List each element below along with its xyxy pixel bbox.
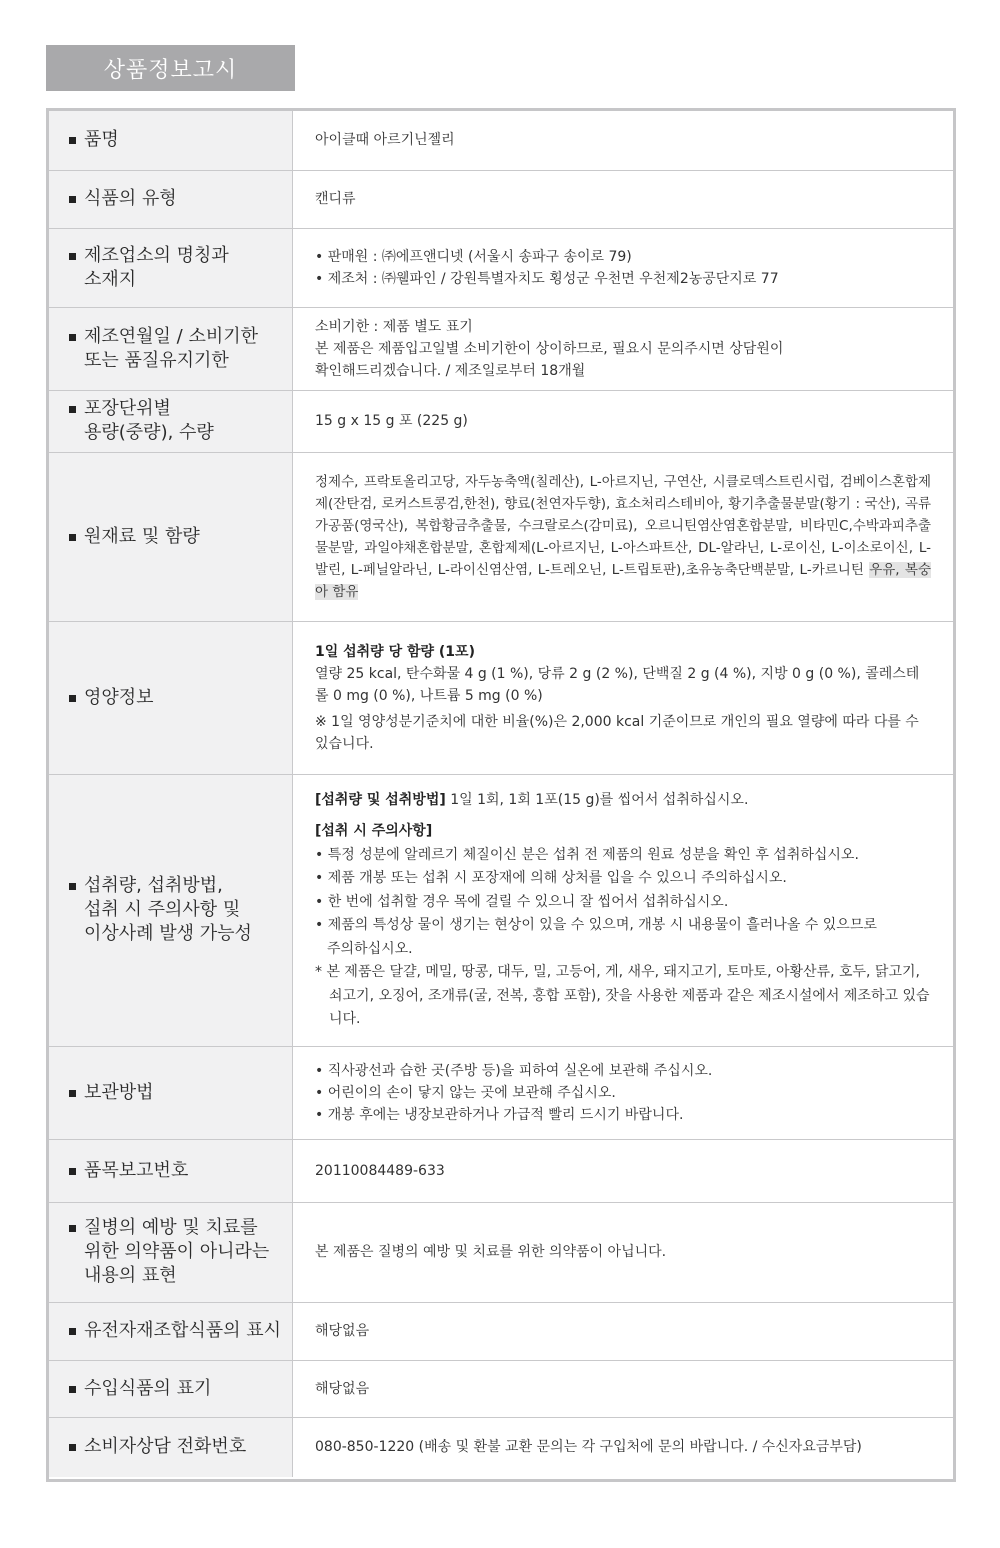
- label-cell: [49, 1046, 293, 1139]
- row-label: 품명: [84, 129, 119, 151]
- value-cell: [293, 774, 954, 1046]
- label-cell: [49, 307, 293, 390]
- label-cell: [49, 1302, 293, 1360]
- label-cell: [49, 1202, 293, 1302]
- caution-item: • 특정 성분에 알레르기 체질이신 분은 섭취 전 제품의 원료 성분을 확인 후 섭취하십시오.: [315, 846, 859, 863]
- row-label: 제조연월일 / 소비기한 또는 품질유지기한: [84, 325, 258, 371]
- manufacturer-line: • 제조처 : ㈜웰파인 / 강원특별자치도 횡성군 우천면 우천제2농공단지로 77: [315, 270, 779, 287]
- square-bullet-icon: [69, 253, 76, 260]
- row-gmo: [49, 1302, 953, 1360]
- row-product-name: [49, 111, 953, 170]
- package-value: 15 g x 15 g 포 (225 g): [315, 413, 468, 429]
- row-report-no: [49, 1139, 953, 1202]
- caution-item: • 한 번에 섭취할 경우 목에 걸릴 수 있으니 잘 씹어서 섭취하십시오.: [315, 893, 729, 910]
- caution-item: • 제품의 특성상 물이 생기는 현상이 있을 수 있으며, 개봉 시 내용물이 흘러나올 수 있으므로: [315, 917, 877, 933]
- value-cell: [293, 390, 954, 452]
- value-cell: [293, 1417, 954, 1477]
- square-bullet-icon: [69, 406, 76, 413]
- nutrition-values: 열량 25 kcal, 탄수화물 4 g (1 %), 당류 2 g (2 %), 단백질 2 g (4 %), 지방 0 g (0 %), 콜레스테롤 0 mg (0 %), 나트륨 5 mg (0 %): [315, 665, 920, 704]
- square-bullet-icon: [69, 1386, 76, 1393]
- nutrition-note: ※ 1일 영양성분기준치에 대한 비율(%)은 2,000 kcal 기준이므로 개인의 필요 열량에 따라 다를 수 있습니다.: [315, 713, 919, 752]
- expiry-line: 소비기한 : 제품 별도 표기: [315, 318, 473, 335]
- allergy-facility-note: * 본 제품은 달걀, 메밀, 땅콩, 대두, 밀, 고등어, 게, 새우, 돼지고기, 토마토, 아황산류, 호두, 닭고기, 쇠고기, 오징어, 조개류(굴, 전복, 홍합 포함), 잣을 사용한 제품과 같은 제조시설에서 제조하고 있습니다.: [315, 964, 930, 1027]
- square-bullet-icon: [69, 695, 76, 702]
- square-bullet-icon: [69, 196, 76, 203]
- food-type-value: 캔디류: [315, 191, 356, 207]
- section-title: 상품정보고시: [46, 45, 295, 91]
- row-label: 보관방법: [84, 1081, 154, 1103]
- label-cell: [49, 1139, 293, 1202]
- usage-method-heading: [섭취량 및 섭취방법]: [315, 791, 446, 808]
- row-import: [49, 1360, 953, 1417]
- value-cell: [293, 1360, 954, 1417]
- value-cell: [293, 1202, 954, 1302]
- square-bullet-icon: [69, 1090, 76, 1097]
- storage-item: • 직사광선과 습한 곳(주방 등)을 피하여 실온에 보관해 주십시오.: [315, 1062, 713, 1079]
- value-cell: [293, 111, 954, 170]
- usage-method-text: 1일 1회, 1회 1포(15 g)를 씹어서 섭취하십시오.: [445, 791, 749, 808]
- square-bullet-icon: [69, 1444, 76, 1451]
- nutrition-heading: 1일 섭취량 당 함량 (1포): [315, 643, 475, 660]
- label-cell: [49, 111, 293, 170]
- value-cell: [293, 228, 954, 307]
- row-label: 소비자상담 전화번호: [84, 1436, 247, 1458]
- contact-phone-value: 080-850-1220 (배송 및 환불 교환 문의는 각 구입처에 문의 바랍니다. / 수신자요금부담): [315, 1439, 862, 1456]
- value-cell: [293, 1046, 954, 1139]
- seller-line: • 판매원 : ㈜에프앤디넷 (서울시 송파구 송이로 79): [315, 248, 632, 265]
- caution-item: • 제품 개봉 또는 섭취 시 포장재에 의해 상처를 입을 수 있으니 주의하십시오.: [315, 870, 787, 886]
- value-cell: [293, 1302, 954, 1360]
- value-cell: [293, 1139, 954, 1202]
- square-bullet-icon: [69, 883, 76, 890]
- row-label: 영양정보: [84, 686, 154, 708]
- label-cell: [49, 774, 293, 1046]
- row-label: 품목보고번호: [84, 1159, 189, 1181]
- product-name-value: 아이클때 아르기닌젤리: [315, 132, 455, 149]
- row-label: 포장단위별 용량(중량), 수량: [84, 398, 214, 443]
- row-label: 식품의 유형: [84, 188, 177, 209]
- product-info-table-frame: [46, 108, 956, 1482]
- square-bullet-icon: [69, 137, 76, 144]
- row-label: 원재료 및 함량: [84, 525, 200, 547]
- row-nutrition: [49, 621, 953, 774]
- storage-item: • 개봉 후에는 냉장보관하거나 가급적 빨리 드시기 바랍니다.: [315, 1106, 684, 1123]
- row-contact: [49, 1417, 953, 1477]
- row-label: 제조업소의 명칭과 소재지: [84, 244, 229, 290]
- storage-item: • 어린이의 손이 닿지 않는 곳에 보관해 주십시오.: [315, 1084, 616, 1101]
- value-cell: [293, 452, 954, 621]
- report-number-value: 20110084489-633: [315, 1162, 445, 1179]
- square-bullet-icon: [69, 534, 76, 541]
- row-label: 유전자재조합식품의 표시: [84, 1320, 281, 1341]
- expiry-line: 본 제품은 제품입고일별 소비기한이 상이하므로, 필요시 문의주시면 상담원이: [315, 340, 784, 357]
- product-info-table: [49, 111, 953, 1477]
- row-usage: [49, 774, 953, 1046]
- label-cell: [49, 170, 293, 228]
- row-storage: [49, 1046, 953, 1139]
- disease-statement-value: 본 제품은 질병의 예방 및 치료를 위한 의약품이 아닙니다.: [315, 1244, 667, 1260]
- square-bullet-icon: [69, 334, 76, 341]
- row-label: 수입식품의 표기: [84, 1377, 212, 1399]
- square-bullet-icon: [69, 1168, 76, 1175]
- allergen-highlight: 우유, 복숭아 함유: [315, 561, 932, 600]
- square-bullet-icon: [69, 1328, 76, 1335]
- row-ingredients: [49, 452, 953, 621]
- row-food-type: [49, 170, 953, 228]
- label-cell: [49, 228, 293, 307]
- row-expiry: [49, 307, 953, 390]
- row-package: [49, 390, 953, 452]
- square-bullet-icon: [69, 1225, 76, 1232]
- value-cell: [293, 621, 954, 774]
- gmo-value: 해당없음: [315, 1323, 370, 1339]
- caution-item-continued: 주의하십시오.: [327, 940, 413, 957]
- ingredients-text: 정제수, 프락토올리고당, 자두농축액(칠레산), L-아르지닌, 구연산, 시클로덱스트린시럽, 검베이스혼합제제(잔탄검, 로커스트콩검,한천), 향료(천연자두향), 효소처리스테비아, 황기추출물분말(황기 : 국산), 곡류가공품(영국산), 복합황금추출물, 수크랄로스(감미료), 오르니틴염산염혼합분말, 비타민C,수박과피추출물분말, 과일야채혼합분말, 혼합제제(L-아르지닌, L-아스파트산, DL-알라닌, L-로이신, L-이소로이신, L-발린, L-페닐알라닌, L-라이신염산염, L-트레오닌, L-트립토판),초유농축단백분말, L-카르니틴: [315, 473, 931, 578]
- expiry-line: 확인해드리겠습니다. / 제조일로부터 18개월: [315, 362, 586, 379]
- row-manufacturer: [49, 228, 953, 307]
- value-cell: [293, 170, 954, 228]
- import-value: 해당없음: [315, 1380, 370, 1397]
- row-label: 질병의 예방 및 치료를 위한 의약품이 아니라는 내용의 표현: [84, 1217, 270, 1286]
- label-cell: [49, 1360, 293, 1417]
- row-disease-statement: [49, 1202, 953, 1302]
- label-cell: [49, 1417, 293, 1477]
- label-cell: [49, 621, 293, 774]
- caution-heading: [섭취 시 주의사항]: [315, 823, 433, 839]
- row-label: 섭취량, 섭취방법, 섭취 시 주의사항 및 이상사례 발생 가능성: [84, 875, 252, 944]
- value-cell: [293, 307, 954, 390]
- label-cell: [49, 390, 293, 452]
- label-cell: [49, 452, 293, 621]
